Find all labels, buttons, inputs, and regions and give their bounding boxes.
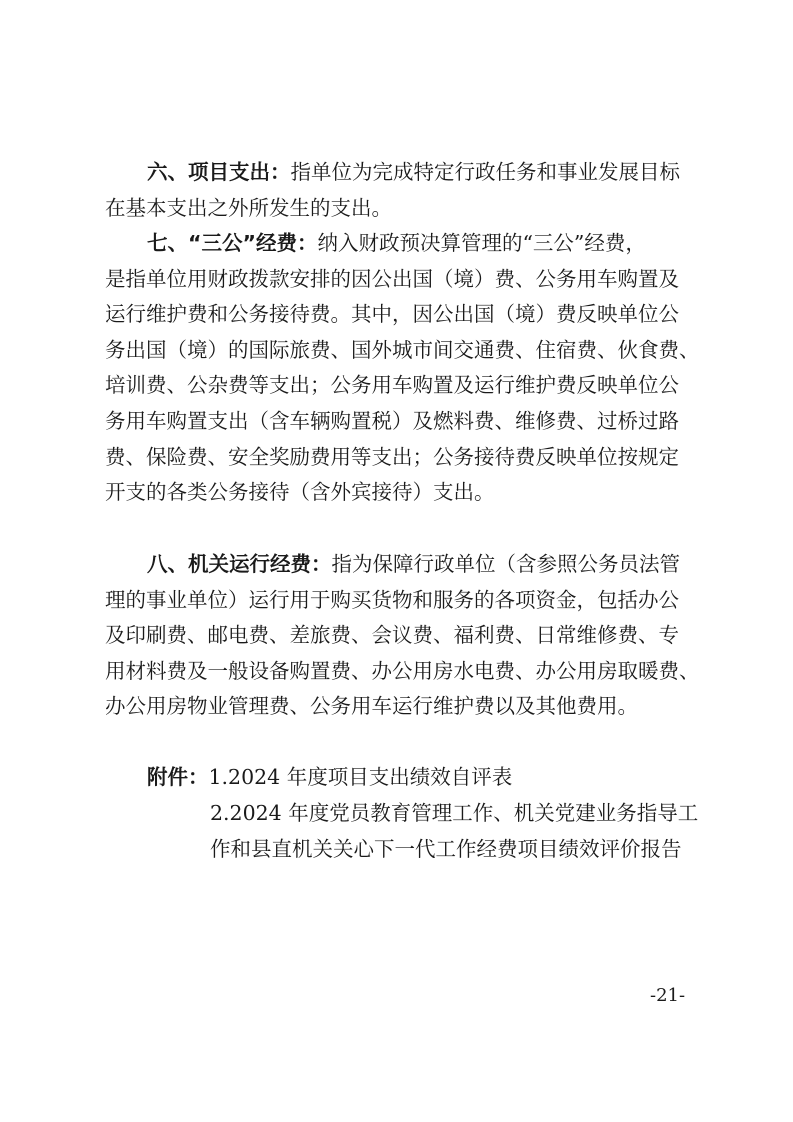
paragraph-text: 在基本支出之外所发生的支出。 bbox=[105, 195, 392, 220]
attachment-item-2 bbox=[210, 796, 700, 867]
attachment-item-1 bbox=[147, 760, 512, 796]
paragraph-text: 纳入财政预决算管理的“三公”经费， bbox=[317, 231, 646, 255]
attachment-text: 1.2024 年度项目支出绩效自评表 bbox=[208, 765, 513, 789]
paragraph-text: 务用车购置支出（含车辆购置税）及燃料费、维修费、过桥过路 bbox=[105, 408, 679, 433]
section-heading: 八、机关运行经费： bbox=[147, 552, 332, 576]
section-project-expenditure bbox=[105, 155, 695, 226]
paragraph-text: 开支的各类公务接待（含外宾接待）支出。 bbox=[105, 480, 495, 505]
paragraph-text: 用材料费及一般设备购置费、办公用房水电费、办公用房取暖费、 bbox=[105, 658, 700, 683]
paragraph-text: 是指单位用财政拨款安排的因公出国（境）费、公务用车购置及 bbox=[105, 266, 679, 291]
paragraph-text: 费、保险费、安全奖励费用等支出；公务接待费反映单位按规定 bbox=[105, 444, 679, 469]
paragraph-text: 运行维护费和公务接待费。其中，因公出国（境）费反映单位公 bbox=[105, 302, 679, 327]
paragraph-text: 及印刷费、邮电费、差旅费、会议费、福利费、日常维修费、专 bbox=[105, 623, 679, 648]
section-three-public-expenses bbox=[105, 226, 700, 511]
paragraph-text: 理的事业单位）运行用于购买货物和服务的各项资金，包括办公 bbox=[105, 587, 679, 612]
section-heading: 六、项目支出： bbox=[147, 160, 291, 184]
paragraph-text: 指单位为完成特定行政任务和事业发展目标 bbox=[290, 160, 680, 184]
paragraph-text: 办公用房物业管理费、公务用车运行维护费以及其他费用。 bbox=[105, 694, 638, 719]
attachment-text: 2.2024 年度党员教育管理工作、机关党建业务指导工 bbox=[210, 801, 699, 825]
section-office-operating-expenses bbox=[105, 547, 700, 725]
attachment-label: 附件： bbox=[147, 765, 209, 789]
attachment-text: 作和县直机关关心下一代工作经费项目绩效评价报告 bbox=[210, 836, 682, 861]
section-heading: 七、“三公”经费： bbox=[147, 231, 318, 255]
page-number: -21- bbox=[650, 985, 686, 1006]
paragraph-text: 指为保障行政单位（含参照公务员法管 bbox=[331, 552, 680, 576]
paragraph-text: 培训费、公杂费等支出；公务用车购置及运行维护费反映单位公 bbox=[105, 373, 679, 398]
paragraph-text: 务出国（境）的国际旅费、国外城市间交通费、住宿费、伙食费、 bbox=[105, 337, 700, 362]
